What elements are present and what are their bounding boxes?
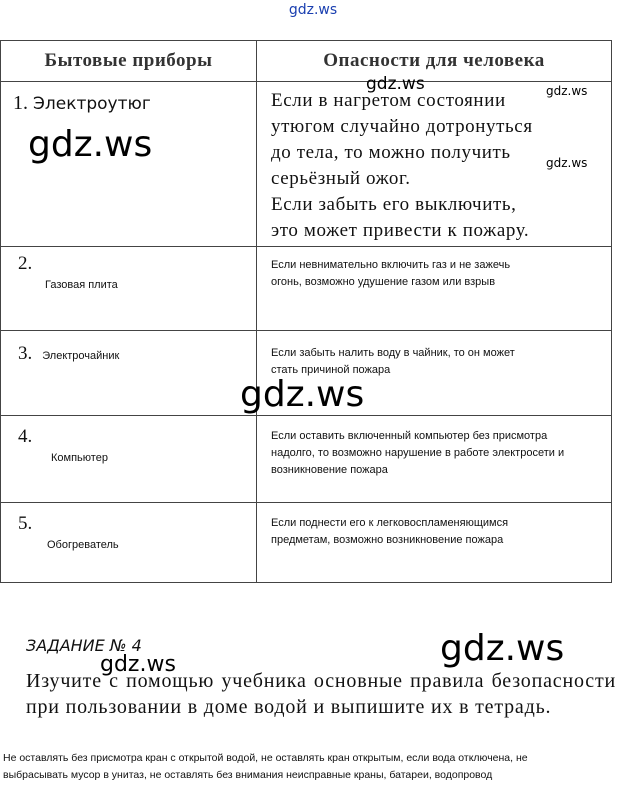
watermark: gdz.ws bbox=[100, 652, 176, 677]
task-text: Изучите с помощью учебника основные правила безопасности при пользовании в доме водой и выпишите их в тетрадь. bbox=[26, 670, 616, 718]
header-dangers: Опасности для человека bbox=[257, 41, 612, 82]
device-name: Электроутюг bbox=[33, 94, 151, 114]
danger-line: огонь, возможно удушение газом или взрыв bbox=[271, 276, 496, 288]
answer-line: Не оставлять без присмотра кран с открытой водой, не оставлять кран открытым, если вода отключена, не bbox=[3, 752, 528, 764]
danger-line: это может привести к пожару. bbox=[271, 220, 530, 241]
row-number: 2. bbox=[18, 253, 33, 274]
task-title: ЗАДАНИЕ № 4 bbox=[26, 636, 142, 655]
danger-line: предметам, возможно возникновение пожара bbox=[271, 534, 504, 546]
danger-cell bbox=[257, 503, 612, 583]
device-cell bbox=[1, 247, 257, 331]
danger-cell bbox=[257, 247, 612, 331]
danger-line: Если оставить включенный компьютер без присмотра bbox=[271, 430, 548, 442]
danger-line: надолго, то возможно нарушение в работе электросети и bbox=[271, 447, 565, 459]
row-number: 5. bbox=[18, 513, 33, 534]
row-number: 3. bbox=[18, 343, 33, 364]
watermark-top: gdz.ws bbox=[288, 2, 338, 18]
danger-line: стать причиной пожара bbox=[271, 364, 391, 376]
device-cell bbox=[1, 416, 257, 503]
table-row bbox=[1, 247, 612, 331]
table-row bbox=[1, 416, 612, 503]
table-header-row bbox=[1, 41, 612, 82]
danger-cell bbox=[257, 416, 612, 503]
danger-line: Если невнимательно включить газ и не зажечь bbox=[271, 259, 511, 271]
watermark: gdz.ws bbox=[28, 124, 153, 165]
danger-line: до тела, то можно получить bbox=[271, 142, 511, 163]
danger-line: Если поднести его к легковоспламеняющимся bbox=[271, 517, 509, 529]
watermark: gdz.ws bbox=[240, 374, 365, 415]
header-appliances: Бытовые приборы bbox=[1, 41, 257, 82]
watermark: gdz.ws bbox=[440, 628, 565, 669]
danger-line: возникновение пожара bbox=[271, 464, 388, 476]
danger-line: Если забыть налить воду в чайник, то он может bbox=[271, 347, 515, 359]
table-row bbox=[1, 503, 612, 583]
device-name: Обогреватель bbox=[47, 539, 119, 551]
watermark: gdz.ws bbox=[366, 74, 425, 94]
danger-line: Если в нагретом состоянии bbox=[271, 90, 506, 111]
danger-line: утюгом случайно дотронуться bbox=[271, 116, 533, 137]
row-number: 4. bbox=[18, 426, 33, 447]
appliance-hazards-table bbox=[0, 40, 612, 583]
device-name: Газовая плита bbox=[45, 279, 118, 291]
device-cell bbox=[1, 331, 257, 416]
task-answer bbox=[3, 750, 623, 784]
watermark: gdz.ws bbox=[546, 156, 588, 170]
danger-line: Если забыть его выключить, bbox=[271, 194, 517, 215]
device-cell bbox=[1, 503, 257, 583]
answer-line: выбрасывать мусор в унитаз, не оставлять без внимания неисправные краны, батареи, водопровод bbox=[3, 769, 493, 781]
row-number: 1. bbox=[13, 92, 28, 114]
watermark: gdz.ws bbox=[546, 84, 588, 98]
danger-line: серьёзный ожог. bbox=[271, 168, 411, 189]
device-name: Компьютер bbox=[51, 452, 108, 464]
device-name: Электрочайник bbox=[42, 350, 120, 362]
